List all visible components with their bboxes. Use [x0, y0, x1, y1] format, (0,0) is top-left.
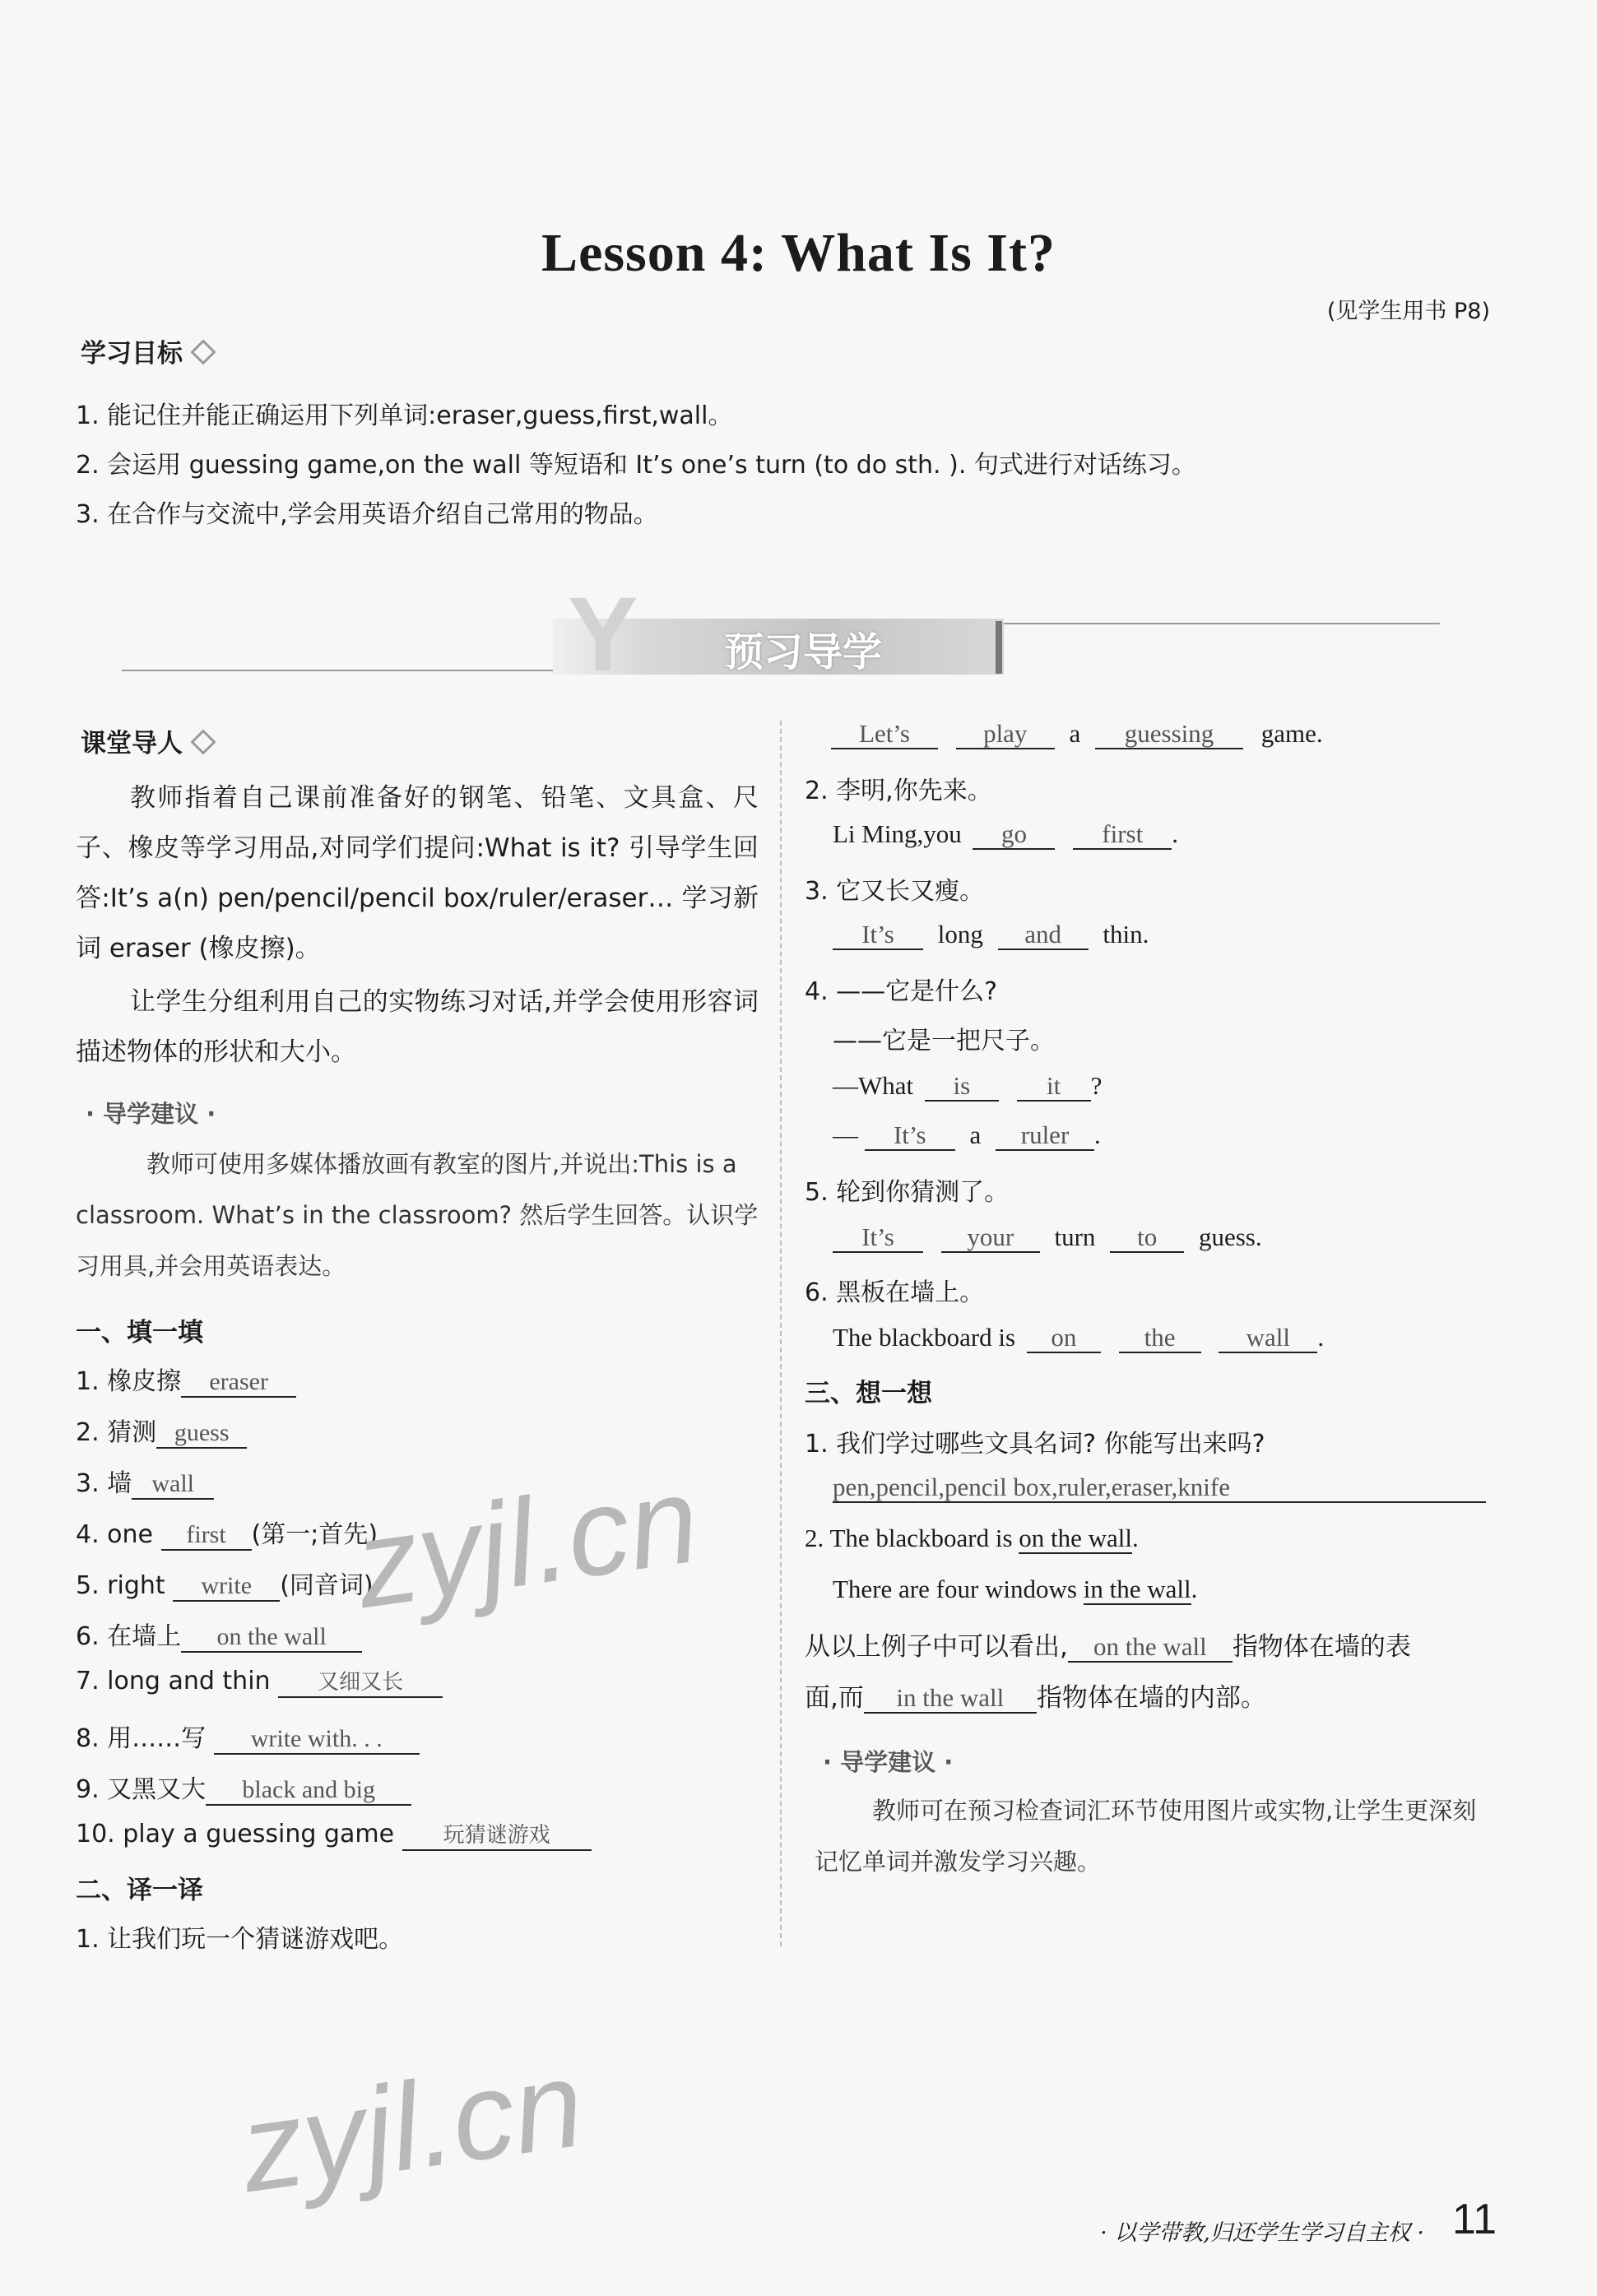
answer-blank: is — [925, 1072, 999, 1102]
answer-blank: It’s — [833, 1223, 923, 1253]
word: Li Ming,you — [833, 819, 962, 848]
intro-heading — [81, 722, 212, 759]
section1-heading: 一、填一填 — [76, 1318, 203, 1347]
example-text: There are four windows — [833, 1575, 1084, 1603]
translate-q4-cn2: ——它是一把尺子。 — [833, 1027, 1055, 1055]
fill-prompt: 5. right — [76, 1571, 165, 1600]
fill-item-5 — [76, 1565, 374, 1602]
fill-prompt: 3. 墙 — [76, 1469, 132, 1498]
banner-letter: Y — [568, 576, 638, 693]
translate-q1-cn: 1. 让我们玩一个猜谜游戏吧。 — [76, 1925, 404, 1954]
fill-answer: guess — [156, 1419, 247, 1449]
tip-text-2: 教师可在预习检查词汇环节使用图片或实物,让学生更深刻记忆单词并激发学习兴趣。 — [815, 1797, 1477, 1876]
fill-prompt: 2. 猜测 — [76, 1418, 157, 1447]
example-underlined: in the wall — [1083, 1575, 1191, 1603]
punct: . — [1094, 1120, 1101, 1149]
fill-answer: first — [161, 1521, 252, 1551]
answer-blank: on — [1027, 1324, 1101, 1353]
section3-heading: 三、想一想 — [805, 1379, 932, 1408]
word: a — [1069, 719, 1081, 748]
fill-item-4 — [76, 1514, 378, 1551]
answer-blank: your — [941, 1223, 1040, 1253]
textbook-reference: (见学生用书 P8) — [1326, 299, 1490, 324]
answer-blank: the — [1119, 1324, 1201, 1353]
fill-answer: 又细又长 — [278, 1668, 443, 1698]
think-conclusion-1 — [805, 1626, 1411, 1663]
fill-answer: 玩猜谜游戏 — [402, 1821, 592, 1851]
translate-q5-en — [833, 1222, 1262, 1253]
word: —What — [833, 1071, 914, 1100]
answer-blank: it — [1017, 1072, 1091, 1102]
page-number: 11 — [1452, 2196, 1497, 2243]
translate-q4-en2 — [833, 1120, 1101, 1151]
punct: ? — [1090, 1071, 1103, 1100]
translate-q3-cn: 3. 它又长又瘦。 — [805, 877, 985, 906]
word: thin. — [1103, 920, 1149, 949]
fill-answer: eraser — [181, 1368, 296, 1398]
fill-item-9 — [76, 1769, 411, 1806]
answer-blank: wall — [1219, 1324, 1317, 1353]
watermark-1: zyjl.cn — [347, 1449, 707, 1635]
fill-answer: black and big — [206, 1776, 411, 1806]
banner-rule-right — [996, 623, 1440, 624]
fill-prompt: 6. 在墙上 — [76, 1622, 182, 1651]
watermark-2: zyjl.cn — [232, 2033, 592, 2219]
translate-q1-en — [831, 719, 1323, 749]
answer-blank: in the wall — [864, 1684, 1037, 1714]
word: long — [937, 920, 983, 949]
fill-item-7 — [76, 1667, 443, 1698]
conclusion-text: 指物体在墙的内部。 — [1036, 1683, 1266, 1713]
fill-item-1 — [76, 1361, 296, 1398]
fill-answer: write with. . . — [214, 1725, 420, 1755]
section2-heading: 二、译一译 — [76, 1876, 203, 1905]
answer-blank: play — [956, 720, 1055, 749]
objective-3: 3. 在合作与交流中,学会用英语介绍自己常用的物品。 — [76, 500, 658, 529]
word: game. — [1260, 719, 1323, 748]
word: guess. — [1198, 1222, 1262, 1251]
diamond-icon — [190, 729, 216, 754]
tip-heading-1: · 导学建议 · — [86, 1100, 216, 1128]
objective-1: 1. 能记住并能正确运用下列单词:eraser,guess,first,wall。 — [76, 401, 733, 430]
answer-blank: and — [998, 921, 1089, 950]
answer-blank: to — [1110, 1223, 1184, 1253]
word: The blackboard is — [833, 1323, 1016, 1352]
intro-paragraph-2: 让学生分组利用自己的实物练习对话,并学会使用形容词描述物体的形状和大小。 — [76, 987, 759, 1067]
fill-item-2 — [76, 1412, 247, 1449]
example-text: 2. The blackboard is — [805, 1524, 1019, 1552]
word: turn — [1054, 1222, 1096, 1251]
example-underlined: on the wall — [1019, 1524, 1133, 1552]
fill-prompt: 10. play a guessing game — [76, 1820, 395, 1848]
translate-q3-en — [833, 920, 1149, 950]
fill-prompt: 7. long and thin — [76, 1667, 271, 1695]
conclusion-text: 面,而 — [805, 1683, 864, 1713]
translate-q4-cn: 4. ——它是什么? — [805, 977, 998, 1006]
fill-item-10 — [76, 1820, 592, 1851]
translate-q2-cn: 2. 李明,你先来。 — [805, 777, 992, 805]
banner-title: 预习导学 — [724, 629, 883, 675]
fill-item-8 — [76, 1718, 420, 1755]
conclusion-text: 指物体在墙的表 — [1232, 1632, 1411, 1662]
fill-answer: write — [173, 1572, 280, 1602]
translate-q4-en1 — [833, 1071, 1102, 1102]
objective-2: 2. 会运用 guessing game,on the wall 等短语和 It’s one’s turn (to do sth. ). 句式进行对话练习。 — [76, 451, 1196, 480]
translate-q5-cn: 5. 轮到你猜测了。 — [805, 1178, 1010, 1207]
think-example-1: 2. The blackboard is on the wall. — [805, 1524, 1139, 1552]
answer-blank: first — [1073, 820, 1172, 850]
answer-blank: guessing — [1095, 720, 1243, 749]
tip-heading-2: · 导学建议 · — [823, 1748, 954, 1776]
translate-q6-cn: 6. 黑板在墙上。 — [805, 1278, 985, 1307]
fill-answer: on the wall — [181, 1623, 362, 1653]
answer-blank: ruler — [996, 1121, 1094, 1151]
fill-prompt: 1. 橡皮擦 — [76, 1367, 182, 1396]
punct: . — [1317, 1323, 1325, 1352]
think-conclusion-2 — [805, 1677, 1266, 1714]
translate-q2-en — [833, 819, 1178, 850]
objectives-heading-text: 学习目标 — [81, 339, 183, 369]
column-divider — [780, 721, 782, 1946]
fill-prompt: 9. 又黑又大 — [76, 1775, 207, 1804]
fill-prompt: 8. 用……写 — [76, 1724, 207, 1753]
intro-heading-text: 课堂导人 — [81, 729, 183, 758]
conclusion-text: 从以上例子中可以看出, — [805, 1632, 1068, 1662]
answer-blank: It’s — [833, 921, 923, 950]
punct: . — [1172, 819, 1178, 848]
fill-answer: wall — [132, 1470, 214, 1500]
think-q1: 1. 我们学过哪些文具名词? 你能写出来吗? — [805, 1430, 1265, 1459]
answer-blank: on the wall — [1068, 1633, 1233, 1663]
word: — — [833, 1120, 858, 1149]
banner-bar — [996, 621, 1002, 674]
think-example-2: There are four windows in the wall. — [833, 1575, 1198, 1603]
word: a — [969, 1120, 982, 1149]
fill-suffix: (同音词) — [280, 1571, 374, 1600]
answer-blank: go — [973, 820, 1055, 850]
footer-slogan: · 以学带教,归还学生学习自主权 · — [1100, 2220, 1424, 2246]
fill-item-3 — [76, 1463, 214, 1500]
answer-blank: Let’s — [831, 720, 938, 749]
translate-q6-en — [833, 1323, 1324, 1353]
diamond-icon — [190, 339, 216, 364]
banner-rule-left — [122, 670, 558, 671]
think-a1 — [833, 1473, 1486, 1503]
answer-blank: pen,pencil,pencil box,ruler,eraser,knife — [833, 1473, 1486, 1503]
intro-paragraph-1: 教师指着自己课前准备好的钢笔、铅笔、文具盒、尺子、橡皮等学习用品,对同学们提问:What is it? 引导学生回答:It’s a(n) pen/pencil/pencil box/ruler/eraser… 学习新词 eraser (橡皮擦)。 — [76, 783, 759, 963]
fill-suffix: (第一;首先) — [251, 1520, 378, 1549]
fill-item-6 — [76, 1616, 362, 1653]
page-title: Lesson 4: What Is It? — [541, 223, 1056, 283]
answer-blank: It’s — [865, 1121, 955, 1151]
fill-prompt: 4. one — [76, 1520, 153, 1549]
tip-text-1: 教师可使用多媒体播放画有教室的图片,并说出:This is a classroom. What’s in the classroom? 然后学生回答。认识学习用具,并会用英语表达。 — [76, 1150, 759, 1280]
objectives-heading — [81, 332, 212, 369]
